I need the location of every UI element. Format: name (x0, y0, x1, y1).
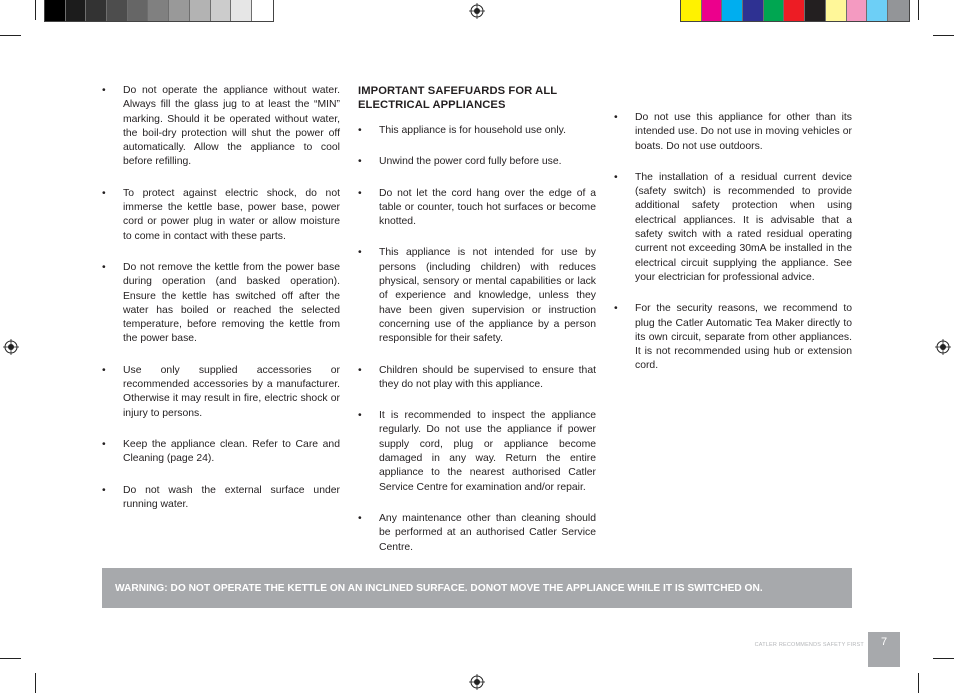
registration-mark-icon (469, 3, 485, 19)
crop-mark (933, 35, 954, 36)
bullet: • (358, 125, 362, 136)
list-item (102, 484, 340, 513)
color-swatch (826, 0, 847, 21)
safety-list (614, 111, 852, 374)
bullet: • (102, 438, 106, 450)
bullet: • (102, 484, 106, 496)
list-item (614, 171, 852, 285)
bullet: • (102, 187, 106, 199)
crop-mark (918, 0, 919, 20)
warning-banner (102, 568, 852, 608)
bullet: • (614, 171, 618, 183)
color-swatch (784, 0, 805, 21)
bullet: • (358, 364, 362, 376)
page-number: 7 (868, 632, 900, 667)
color-swatch (148, 0, 169, 21)
crop-mark (933, 658, 954, 659)
warning-text: WARNING: DO NOT OPERATE THE KETTLE ON AN INCLINED SURFACE. DONOT MOVE THE APPLIANCE WHILE IT IS SWITCHED ON. (115, 582, 763, 594)
color-swatch (867, 0, 888, 21)
bullet: • (358, 156, 362, 168)
section-heading: IMPORTANT SAFEFUARDS FOR ALL ELECTRICAL APPLIANCES (358, 85, 557, 111)
bullet: • (614, 112, 618, 123)
list-item (358, 246, 596, 346)
color-swatch (681, 0, 702, 21)
color-swatch (107, 0, 128, 21)
crop-mark (918, 673, 919, 693)
color-swatch (86, 0, 107, 21)
bullet: • (358, 247, 362, 259)
list-item-text: Unwind the power cord fully before use. (379, 156, 562, 168)
safety-column-2 (358, 84, 596, 572)
color-swatch (702, 0, 723, 21)
list-item (358, 187, 596, 230)
color-swatch (805, 0, 826, 21)
bullet: • (358, 187, 362, 199)
list-item-text: This appliance is not intended for use by persons (including children) with reduces physical, sensory or mental capabilities or lack of experience and knowledge, unless they have been given supervision or instruction concerning use of the appliance by a person responsible for their safety. (379, 247, 596, 345)
registration-mark-icon (469, 674, 485, 690)
color-swatch (45, 0, 66, 21)
registration-mark-icon (3, 339, 19, 355)
list-item-text: Keep the appliance clean. Refer to Care and Cleaning (page 24). (123, 438, 340, 465)
list-item (102, 84, 340, 170)
list-item-text: The installation of a residual current device (safety switch) is recommended to provide additional safety protection when using electrical appliances. It is advisable that a safety switch with a rated residual operating current not exceeding 30mA be installed in the electrical circuit supplying the appliance. See your electrician for professional advice. (635, 171, 852, 283)
crop-mark (0, 658, 21, 659)
color-swatch (743, 0, 764, 21)
crop-mark (0, 35, 21, 36)
safety-column-1 (102, 84, 340, 529)
list-item (614, 111, 852, 154)
list-item-text: For the security reasons, we recommend to plug the Catler Automatic Tea Maker directly to its own circuit, separate from other appliances. It is not recommended using hub or extension cord. (635, 303, 852, 372)
bullet: • (358, 512, 362, 524)
color-swatch (252, 0, 273, 21)
color-swatch-bar (680, 0, 910, 22)
bullet: • (102, 261, 106, 273)
bullet: • (358, 410, 362, 422)
list-item-text: Use only supplied accessories or recommended accessories by a manufacturer. Otherwise it may result in fire, electric shock or injury to persons. (123, 364, 340, 419)
list-item (358, 364, 596, 393)
bullet: • (614, 303, 618, 315)
list-item-text: Do not operate the appliance without water. Always fill the glass jug to at least the “MIN” marking. Should it be operated without water, the boil-dry protection will shut the power off automatically. Allow the appliance to cool before refilling. (123, 85, 340, 168)
crop-mark (35, 0, 36, 20)
color-swatch (722, 0, 743, 21)
list-item (102, 364, 340, 421)
grayscale-swatch-bar (44, 0, 274, 22)
list-item-text: This appliance is for household use only. (379, 125, 566, 136)
safety-list (102, 84, 340, 512)
list-item (102, 187, 340, 244)
list-item (358, 409, 596, 495)
list-item (102, 438, 340, 467)
list-item (614, 302, 852, 373)
color-swatch (169, 0, 190, 21)
safety-list (358, 124, 596, 555)
color-swatch (847, 0, 868, 21)
registration-mark-icon (935, 339, 951, 355)
safety-column-3 (614, 111, 852, 391)
list-item-text: Do not use this appliance for other than its intended use. Do not use in moving vehicles or boats. Do not use outdoors. (635, 112, 852, 152)
color-swatch (764, 0, 785, 21)
color-swatch (66, 0, 87, 21)
crop-mark (35, 673, 36, 693)
color-swatch (888, 0, 909, 21)
list-item (102, 261, 340, 347)
color-swatch (211, 0, 232, 21)
footer-tagline: CATLER RECOMMENDS SAFETY FIRST (754, 642, 864, 648)
color-swatch (190, 0, 211, 21)
color-swatch (128, 0, 149, 21)
list-item-text: Children should be supervised to ensure that they do not play with this appliance. (379, 364, 596, 390)
list-item-text: Do not let the cord hang over the edge of a table or counter, touch hot surfaces or become knotted. (379, 187, 596, 228)
list-item-text: Do not remove the kettle from the power base during operation (and basked operation). Ensure the kettle has switched off after the water has boiled or reached the selected temperature, before removing the kettle from the power base. (123, 261, 340, 345)
list-item (358, 512, 596, 555)
bullet: • (102, 85, 106, 96)
bullet: • (102, 364, 106, 376)
list-item-text: Any maintenance other than cleaning should be performed at an authorised Catler Service Centre. (379, 512, 596, 553)
list-item-text: It is recommended to inspect the appliance regularly. Do not use the appliance if power supply cord, plug or appliance become damaged in any way. Return the entire appliance to the nearest authorised Catler Service Centre for examination and/or repair. (379, 410, 596, 493)
list-item-text: To protect against electric shock, do not immerse the kettle base, power base, power cord or power plug in water or allow moisture to come in contact with these parts. (123, 187, 340, 242)
list-item (358, 155, 596, 169)
list-item (358, 124, 596, 138)
color-swatch (231, 0, 252, 21)
list-item-text: Do not wash the external surface under running water. (123, 484, 340, 510)
